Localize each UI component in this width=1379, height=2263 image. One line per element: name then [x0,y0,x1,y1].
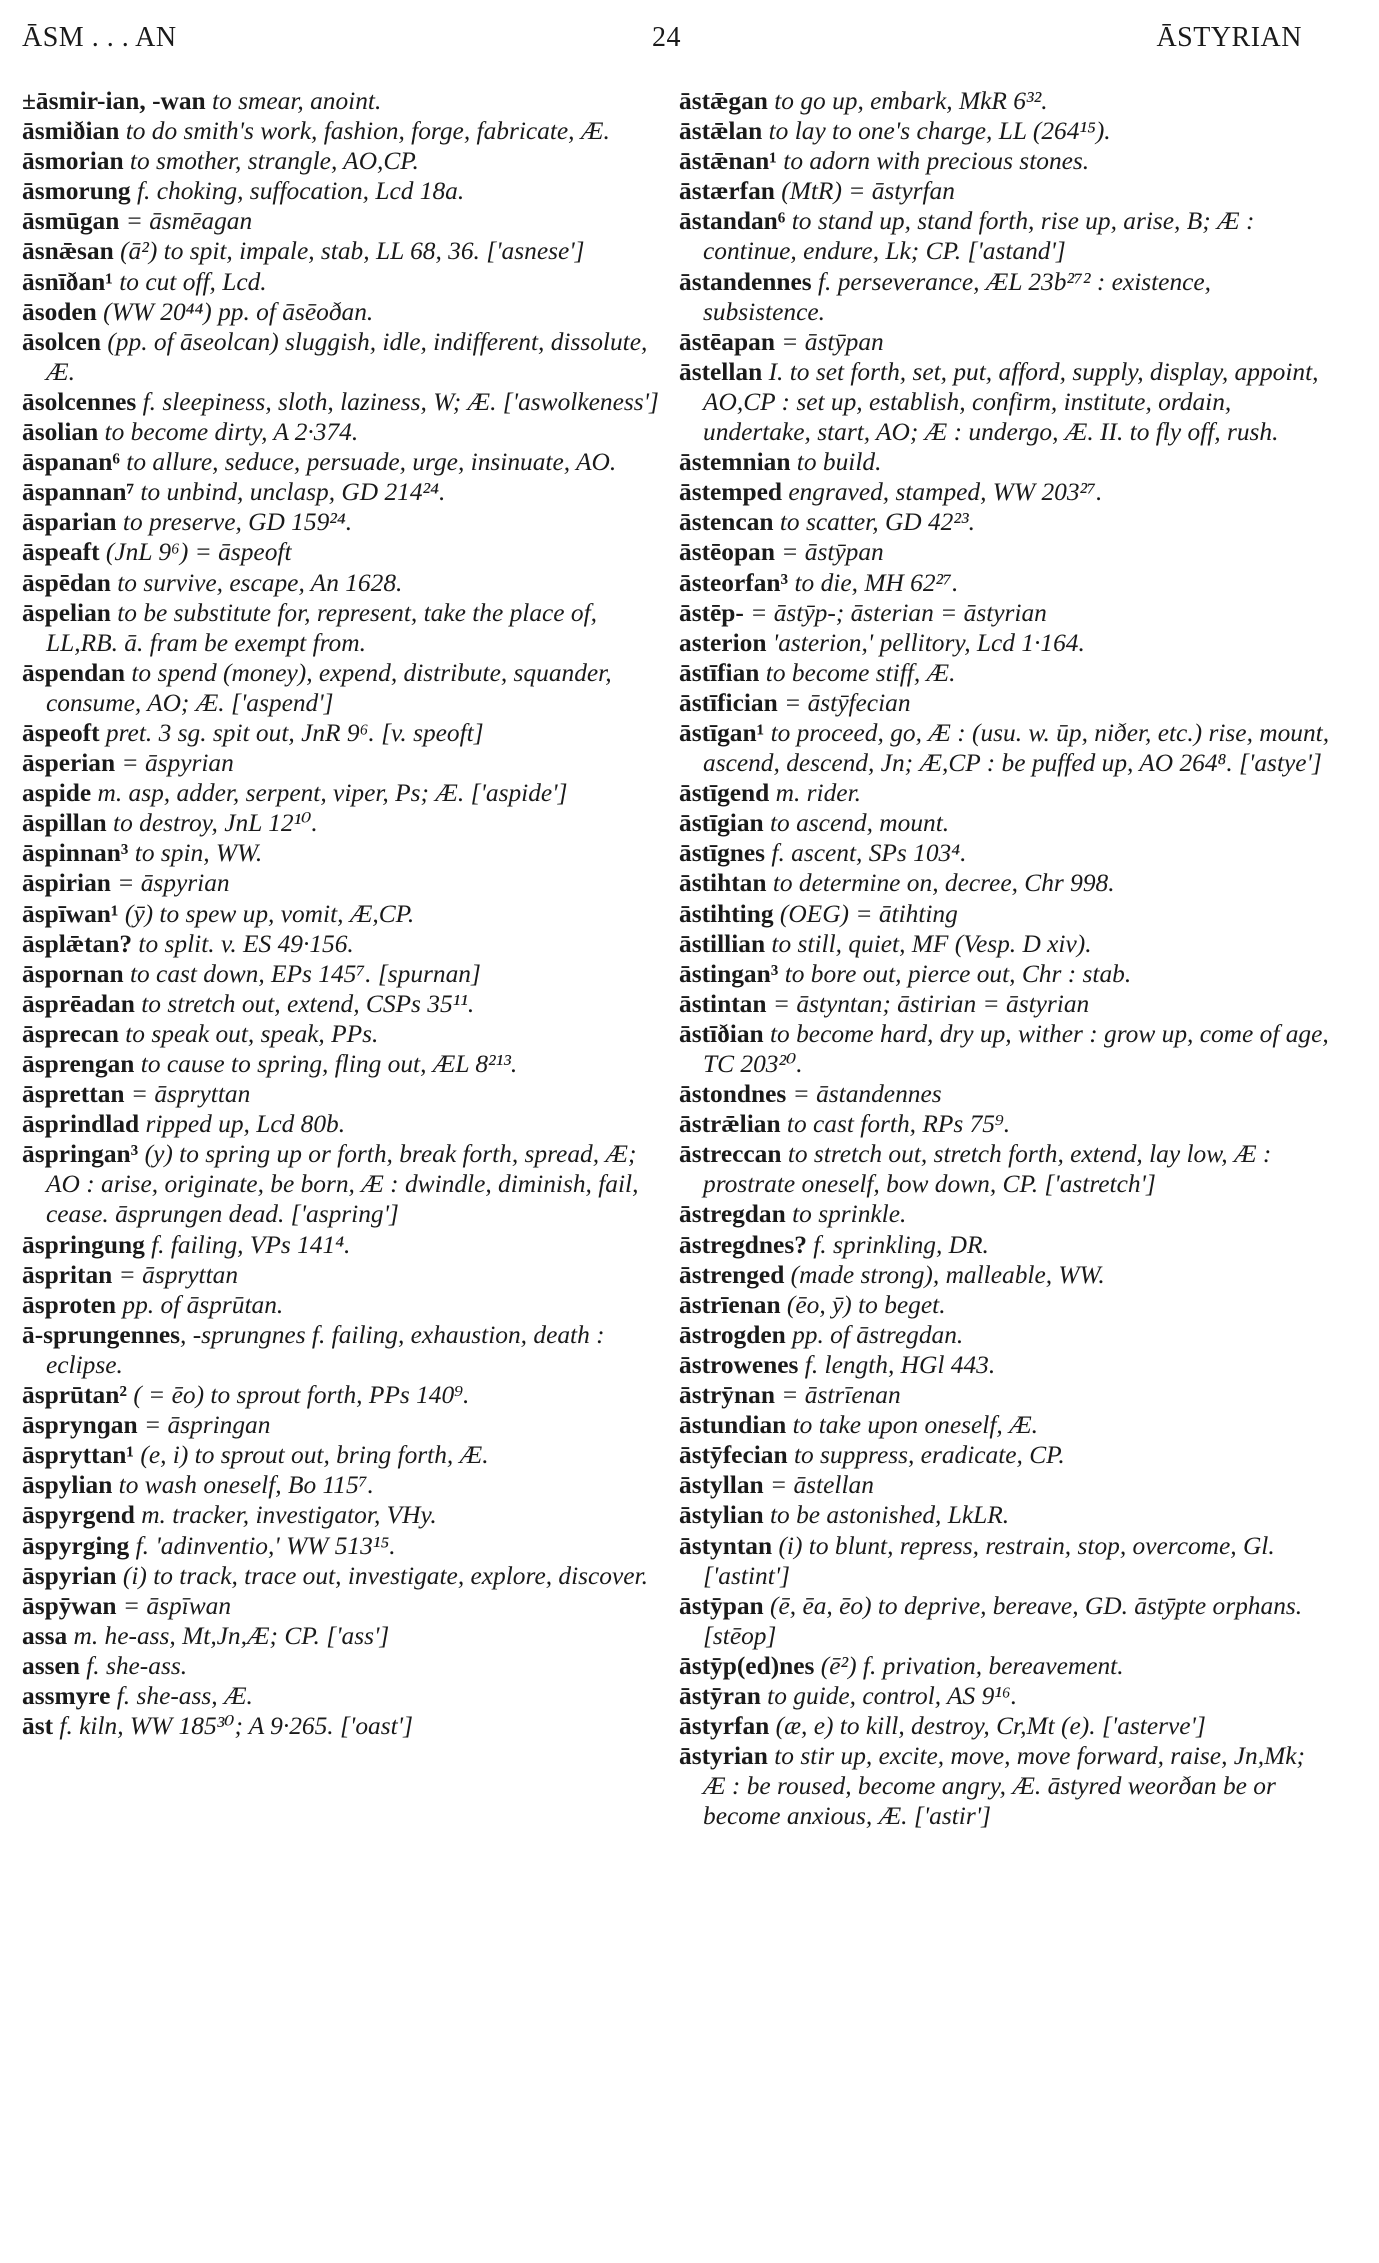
entry-definition: to spin, WW. [128,839,263,868]
dictionary-entry [22,658,674,718]
entry-definition: to still, quiet, MF (Vesp. D xiv). [765,929,1092,958]
entry-headword: assa [22,1621,68,1650]
entry-headword: āspannan⁷ [22,478,135,507]
entry-headword: āsprindlad [22,1110,140,1139]
dictionary-entry [679,146,1331,176]
entry-headword: aspide [22,779,92,808]
entry-headword: āspylian [22,1471,113,1500]
entry-definition: = āstandennes [786,1080,942,1109]
entry-headword: āstyntan [679,1531,773,1560]
entry-definition: = āspryttan [124,1080,251,1109]
entry-headword: āspinnan³ [22,839,129,868]
entry-headword: āstǣgan [679,87,768,115]
entry-headword: āspryttan¹ [22,1441,135,1470]
dictionary-entry [22,1711,674,1741]
entry-definition: = āstrīenan [774,1381,901,1410]
dictionary-entry [22,748,674,778]
entry-definition: (pp. of āseolcan) sluggish, idle, indifferent, dissolute, Æ. [46,327,648,386]
dictionary-entry [22,387,674,417]
dictionary-entry [22,447,674,477]
dictionary-entry [22,267,674,297]
entry-definition: (ȳ) to spew up, vomit, Æ,CP. [118,899,415,928]
entry-definition: to allure, seduce, persuade, urge, insinuate, AO. [119,448,617,477]
dictionary-entry [679,1019,1331,1079]
entry-headword: ā-sprungennes [22,1320,181,1349]
dictionary-entry [679,989,1331,1019]
entry-headword: āspringan³ [22,1140,139,1169]
entry-headword: āspeoft [22,718,100,747]
dictionary-entry [22,1531,674,1561]
entry-headword: āsmorung [22,177,131,206]
entry-definition: to take upon oneself, Æ. [786,1411,1039,1440]
entry-headword: āspīwan¹ [22,899,119,928]
page-header [22,22,1302,66]
dictionary-entry [679,206,1331,266]
entry-headword: āsnǣsan [22,237,114,266]
dictionary-entry [679,267,1331,327]
dictionary-entry [22,236,674,266]
entry-definition: to adorn with precious stones. [776,147,1090,176]
entry-definition: = āstȳpan [774,327,884,356]
dictionary-entry [679,1380,1331,1410]
entry-definition: = āspringan [137,1411,271,1440]
dictionary-entry [22,206,674,236]
entry-headword: āstundian [679,1411,787,1440]
entry-definition: to proceed, go, Æ : (usu. w. ūp, niðer, etc.) rise, mount, ascend, descend, Jn; Æ,CP : be puffed up, AO 264⁸. ['astye'] [703,718,1330,778]
entry-definition: m. tracker, investigator, VHy. [134,1501,437,1530]
entry-headword: āstingan³ [679,959,779,988]
entry-headword: āstȳfecian [679,1441,788,1470]
dictionary-entry [679,1651,1331,1681]
dictionary-entry [22,1139,674,1229]
entry-headword: āsprūtan² [22,1381,127,1410]
entry-definition: engraved, stamped, WW 203²⁷. [781,478,1103,507]
entry-definition: (e, i) to sprout out, bring forth, Æ. [134,1441,489,1470]
dictionary-entry [679,929,1331,959]
entry-definition: to build. [790,448,882,477]
entry-definition: (made strong), malleable, WW. [784,1260,1105,1289]
entry-headword: āsoden [22,297,97,326]
dictionary-entry [22,1621,674,1651]
dictionary-entry [22,1260,674,1290]
entry-definition: = āstellan [763,1471,874,1500]
page-number: 24 [652,22,682,53]
entry-definition: f. length, HGl 443. [798,1350,996,1379]
entry-headword: asterion [679,628,767,657]
dictionary-entry [679,778,1331,808]
dictionary-entry [22,868,674,898]
entry-headword: āstellan [679,357,763,386]
entry-definition: ripped up, Lcd 80b. [139,1110,346,1139]
entry-headword: āst [22,1712,54,1741]
entry-headword: āspanan⁶ [22,448,120,477]
dictionary-entry [679,598,1331,628]
entry-headword: āstondnes [679,1080,787,1109]
dictionary-entry [22,86,674,116]
entry-definition: to ascend, mount. [763,809,950,838]
entry-definition: to stretch out, stretch forth, extend, lay low, Æ : prostrate oneself, bow down, CP. ['astretch'] [703,1140,1272,1199]
dictionary-entry [679,1350,1331,1380]
entry-headword: āstandennes [679,267,812,296]
entry-headword: āstrowenes [679,1350,799,1379]
entry-headword: āstīgian [679,809,764,838]
entry-definition: to be substitute for, represent, take the place of, LL,RB. ā. fram be exempt from. [46,598,597,657]
entry-headword: āspornan [22,959,124,988]
entry-headword: āstīðian [679,1019,764,1048]
entry-definition: to become dirty, A 2·374. [98,418,359,447]
entry-headword: āstregdan [679,1200,786,1229]
entry-definition: to preserve, GD 159²⁴. [116,508,353,537]
dictionary-entry [22,838,674,868]
dictionary-entry [22,1561,674,1591]
entry-headword: āstīfian [679,658,760,687]
dictionary-entry [22,1109,674,1139]
dictionary-entry [679,537,1331,567]
entry-definition: , -sprungnes f. failing, exhaustion, death : eclipse. [46,1320,605,1379]
dictionary-entry [679,447,1331,477]
dictionary-entry [679,838,1331,868]
entry-headword: āstīfician [679,688,778,717]
dictionary-entry [679,1741,1331,1831]
entry-headword: āstemnian [679,448,791,477]
entry-definition: (WW 20⁴⁴) pp. of āsēoðan. [96,297,374,326]
entry-definition: to spend (money), expend, distribute, squander, consume, AO; Æ. ['aspend'] [46,658,612,717]
entry-headword: āstreccan [679,1140,782,1169]
entry-headword: āstǣlan [679,117,763,146]
entry-definition: 'asterion,' pellitory, Lcd 1·164. [766,628,1085,657]
dictionary-entry [22,116,674,146]
entry-definition: f. sprinkling, DR. [806,1230,989,1259]
entry-definition: = āstyntan; āstirian = āstyrian [766,989,1090,1018]
dictionary-entry [679,868,1331,898]
entry-headword: āstrenged [679,1260,785,1289]
entry-headword: āstǣnan¹ [679,147,777,176]
entry-headword: āstyrfan [679,1712,770,1741]
entry-definition: to determine on, decree, Chr 998. [766,869,1115,898]
entry-definition: pp. of āstregdan. [785,1320,964,1349]
entry-headword: ±āsmir-ian, -wan [22,87,206,115]
entry-definition: to scatter, GD 42²³. [773,508,975,537]
entry-definition: f. choking, suffocation, Lcd 18a. [130,177,465,206]
entry-headword: āsprecan [22,1019,119,1048]
entry-definition: (JnL 9⁶) = āspeoft [99,538,292,567]
dictionary-entry [22,1230,674,1260]
dictionary-entry [22,507,674,537]
dictionary-entry [679,1109,1331,1139]
entry-headword: āstrȳnan [679,1381,775,1410]
entry-headword: āspendan [22,658,126,687]
entry-definition: = āstȳpan [774,538,884,567]
dictionary-entry [679,1500,1331,1530]
entry-definition: (y) to spring up or forth, break forth, spread, Æ; AO : arise, originate, be born, Æ : dwindle, diminish, fail, cease. āsprungen dead. ['aspring'] [46,1140,639,1229]
entry-definition: (i) to track, trace out, investigate, explore, discover. [116,1561,648,1590]
dictionary-entry [22,1049,674,1079]
left-column [22,86,674,1741]
dictionary-entry [22,1380,674,1410]
entry-definition: = āspryttan [112,1260,239,1289]
dictionary-entry [22,1320,674,1380]
entry-definition: to cast down, EPs 145⁷. [spurnan] [123,959,481,988]
dictionary-entry [679,1531,1331,1591]
entry-headword: āsteorfan³ [679,568,789,597]
entry-headword: āstīgnes [679,839,766,868]
entry-headword: āspillan [22,809,107,838]
dictionary-entry [679,688,1331,718]
entry-headword: āstencan [679,508,774,537]
dictionary-entry [22,1079,674,1109]
dictionary-entry [22,1500,674,1530]
entry-headword: āsplǣtan? [22,929,133,958]
entry-definition: m. asp, adder, serpent, viper, Ps; Æ. ['aspide'] [91,779,568,808]
dictionary-entry [22,297,674,327]
entry-headword: āspyrgend [22,1501,135,1530]
entry-definition: f. sleepiness, sloth, laziness, W; Æ. ['aswolkeness'] [136,387,659,416]
entry-definition: f. she-ass. [79,1651,188,1680]
entry-headword: āsperian [22,749,116,778]
entry-headword: āspēdan [22,568,111,597]
dictionary-entry [22,146,674,176]
dictionary-entry [22,959,674,989]
entry-definition: m. he-ass, Mt,Jn,Æ; CP. ['ass'] [67,1621,390,1650]
entry-headword: āsolcen [22,327,101,356]
dictionary-entry [22,1681,674,1711]
entry-definition: pp. of āsprūtan. [116,1290,284,1319]
entry-definition: to smear, anoint. [205,87,382,115]
entry-definition: = āsmēagan [119,207,253,236]
entry-headword: āsprynɡan [22,1411,138,1440]
entry-definition: = āspīwan [116,1591,232,1620]
entry-definition: f. she-ass, Æ. [110,1681,253,1710]
dictionary-entry [679,959,1331,989]
dictionary-entry [679,1079,1331,1109]
dictionary-entry [679,1199,1331,1229]
entry-headword: assen [22,1651,80,1680]
dictionary-entry [679,658,1331,688]
entry-definition: = āspyrian [110,869,230,898]
entry-definition: to guide, control, AS 9¹⁶. [760,1681,1018,1710]
entry-headword: āstyllan [679,1471,764,1500]
entry-definition: f. 'adinventio,' WW 513¹⁵. [129,1531,396,1560]
entry-headword: āsolcennes [22,387,137,416]
entry-definition: (ā²) to spit, impale, stab, LL 68, 36. ['asnese'] [113,237,585,266]
entry-definition: f. failing, VPs 141⁴. [144,1230,351,1259]
entry-headword: āstærfan [679,177,775,206]
entry-definition: to do smith's work, fashion, forge, fabricate, Æ. [119,117,610,146]
dictionary-entry [679,1591,1331,1651]
entry-definition: f. kiln, WW 185³⁰; A 9·265. ['oast'] [53,1712,413,1741]
dictionary-entry [679,1711,1331,1741]
entry-headword: āstihting [679,899,774,928]
entry-definition: m. rider. [769,779,861,808]
entry-definition: to lay to one's charge, LL (264¹⁵). [762,117,1111,146]
entry-definition: to stretch out, extend, CSPs 35¹¹. [134,989,475,1018]
entry-headword: āstrogden [679,1320,786,1349]
header-left-guideword: ĀSM . . . AN [22,22,177,53]
entry-definition: f. perseverance, ÆL 23b²⁷² : existence, subsistence. [703,267,1212,326]
entry-definition: to suppress, eradicate, CP. [787,1441,1065,1470]
entry-definition: (i) to blunt, repress, restrain, stop, overcome, Gl. ['astint'] [703,1531,1275,1590]
dictionary-entry [679,1260,1331,1290]
dictionary-entry [22,1410,674,1440]
entry-definition: to become stiff, Æ. [759,658,956,687]
dictionary-entry [679,477,1331,507]
dictionary-entry [679,1470,1331,1500]
dictionary-entry [22,989,674,1019]
entry-headword: āspritan [22,1260,113,1289]
entry-headword: āspelian [22,598,111,627]
dictionary-entry [22,327,674,387]
dictionary-entry [22,929,674,959]
entry-headword: āstȳran [679,1681,761,1710]
entry-headword: āstrīenan [679,1290,781,1319]
entry-headword: āstemped [679,478,782,507]
dictionary-entry [22,718,674,748]
dictionary-entry [679,1230,1331,1260]
dictionary-entry [22,1290,674,1320]
entry-headword: āspirian [22,869,111,898]
entry-definition: to stir up, excite, move, move forward, raise, Jn,Mk; Æ : be roused, become angry, Æ. āstyred weorðan be or become anxious, Æ. ['astir'] [703,1742,1305,1831]
entry-definition: pret. 3 sg. spit out, JnR 9⁶. [v. speoft] [99,718,484,747]
entry-definition: to smother, strangle, AO,CP. [123,147,419,176]
entry-definition: to cause to spring, fling out, ÆL 8²¹³. [134,1050,518,1078]
dictionary-entry [22,568,674,598]
entry-headword: āspringung [22,1230,145,1259]
dictionary-entry [679,899,1331,929]
entry-headword: āspyrian [22,1561,117,1590]
entry-headword: āstandan⁶ [679,207,786,236]
entry-definition: to wash oneself, Bo 115⁷. [112,1471,374,1500]
entry-definition: ( = ēo) to sprout forth, PPs 140⁹. [126,1381,470,1410]
entry-headword: āstīgan¹ [679,718,765,747]
entry-definition: = āstȳp-; āsterian = āstyrian [743,598,1047,627]
entry-definition: to unbind, unclasp, GD 214²⁴. [134,478,446,507]
entry-definition: to cut off, Lcd. [112,267,267,296]
dictionary-entry [679,86,1331,116]
entry-definition: to sprinkle. [785,1200,907,1229]
entry-headword: āstintan [679,989,767,1018]
entry-headword: assmyre [22,1681,111,1710]
dictionary-entry [679,718,1331,778]
entry-headword: āstēopan [679,538,775,567]
dictionary-entry [679,1290,1331,1320]
entry-definition: = āstȳfecian [777,688,911,717]
dictionary-entry [679,1440,1331,1470]
dictionary-entry [22,899,674,929]
entry-headword: āstȳp(ed)nes [679,1651,815,1680]
entry-headword: āstrǣlian [679,1110,781,1139]
dictionary-entry [679,357,1331,447]
entry-definition: to speak out, speak, PPs. [118,1019,379,1048]
entry-headword: āsproten [22,1290,117,1319]
dictionary-entry [679,327,1331,357]
entry-headword: āsolian [22,418,99,447]
entry-headword: āspeaft [22,538,100,567]
dictionary-entry [22,1591,674,1621]
dictionary-entry [22,1651,674,1681]
right-column [679,86,1331,1831]
dictionary-entry [679,628,1331,658]
entry-definition: to bore out, pierce out, Chr : stab. [778,959,1132,988]
dictionary-entry [22,1440,674,1470]
dictionary-entry [22,537,674,567]
entry-headword: āstīgend [679,779,770,808]
dictionary-entry [22,598,674,658]
entry-headword: āsmorian [22,147,124,176]
entry-definition: to go up, embark, MkR 6³². [767,87,1048,115]
entry-definition: (ē²) f. privation, bereavement. [814,1651,1124,1680]
entry-headword: āstregdnes? [679,1230,807,1259]
entry-definition: to survive, escape, An 1628. [110,568,403,597]
entry-definition: (OEG) = ātihting [773,899,958,928]
entry-definition: to split. v. ES 49·156. [132,929,354,958]
entry-headword: āspyrging [22,1531,130,1560]
entry-definition: I. to set forth, set, put, afford, supply, display, appoint, AO,CP : set up, establish, confirm, institute, ordain, undertake, start, AO; Æ : undergo, Æ. II. to fly off, rush. [703,357,1319,447]
dictionary-entry [679,1139,1331,1199]
entry-headword: āsnīðan¹ [22,267,113,296]
entry-headword: āstillian [679,929,766,958]
dictionary-entry [22,808,674,838]
dictionary-entry [679,176,1331,206]
dictionary-entry [22,417,674,447]
entry-definition: f. ascent, SPs 103⁴. [765,839,967,868]
entry-definition: to become hard, dry up, wither : grow up, come of age, TC 203²⁰. [703,1019,1329,1078]
entry-definition: to die, MH 62²⁷. [788,568,959,597]
entry-headword: āstēapan [679,327,775,356]
dictionary-entry [679,116,1331,146]
entry-headword: āsparian [22,508,117,537]
entry-headword: āstihtan [679,869,767,898]
dictionary-entry [679,808,1331,838]
entry-headword: āsmiðian [22,117,120,146]
dictionary-entry [679,507,1331,537]
entry-headword: āstylian [679,1501,764,1530]
dictionary-entry [22,176,674,206]
entry-headword: āstyrian [679,1742,768,1771]
entry-headword: āspȳwan [22,1591,117,1620]
entry-headword: āsprengan [22,1050,135,1078]
entry-headword: āsprēadan [22,989,135,1018]
entry-definition: (æ, e) to kill, destroy, Cr,Mt (e). ['asterve'] [769,1712,1206,1741]
entry-definition: (ēo, ȳ) to beget. [780,1290,946,1319]
dictionary-entry [22,477,674,507]
entry-definition: to cast forth, RPs 75⁹. [780,1110,1011,1139]
entry-headword: āstēp- [679,598,744,627]
entry-definition: = āspyrian [115,749,234,778]
entry-definition: to stand up, stand forth, rise up, arise, B; Æ : continue, endure, Lk; CP. ['astand'] [703,207,1255,266]
dictionary-entry [679,1410,1331,1440]
dictionary-entry [22,1470,674,1500]
entry-headword: āsmūgan [22,207,120,236]
entry-definition: (MtR) = āstyrfan [774,177,955,206]
entry-definition: (ē, ēa, ēo) to deprive, bereave, GD. āstȳpte orphans. [stēop] [703,1591,1303,1650]
dictionary-entry [22,778,674,808]
dictionary-entry [679,1681,1331,1711]
entry-headword: āsprettan [22,1080,125,1109]
dictionary-entry [22,1019,674,1049]
dictionary-entry [679,568,1331,598]
entry-definition: to be astonished, LkLR. [763,1501,1010,1530]
dictionary-entry [679,1320,1331,1350]
entry-definition: to destroy, JnL 12¹⁰. [106,809,318,838]
entry-headword: āstȳpan [679,1591,764,1620]
header-right-guideword: ĀSTYRIAN [1156,22,1302,53]
